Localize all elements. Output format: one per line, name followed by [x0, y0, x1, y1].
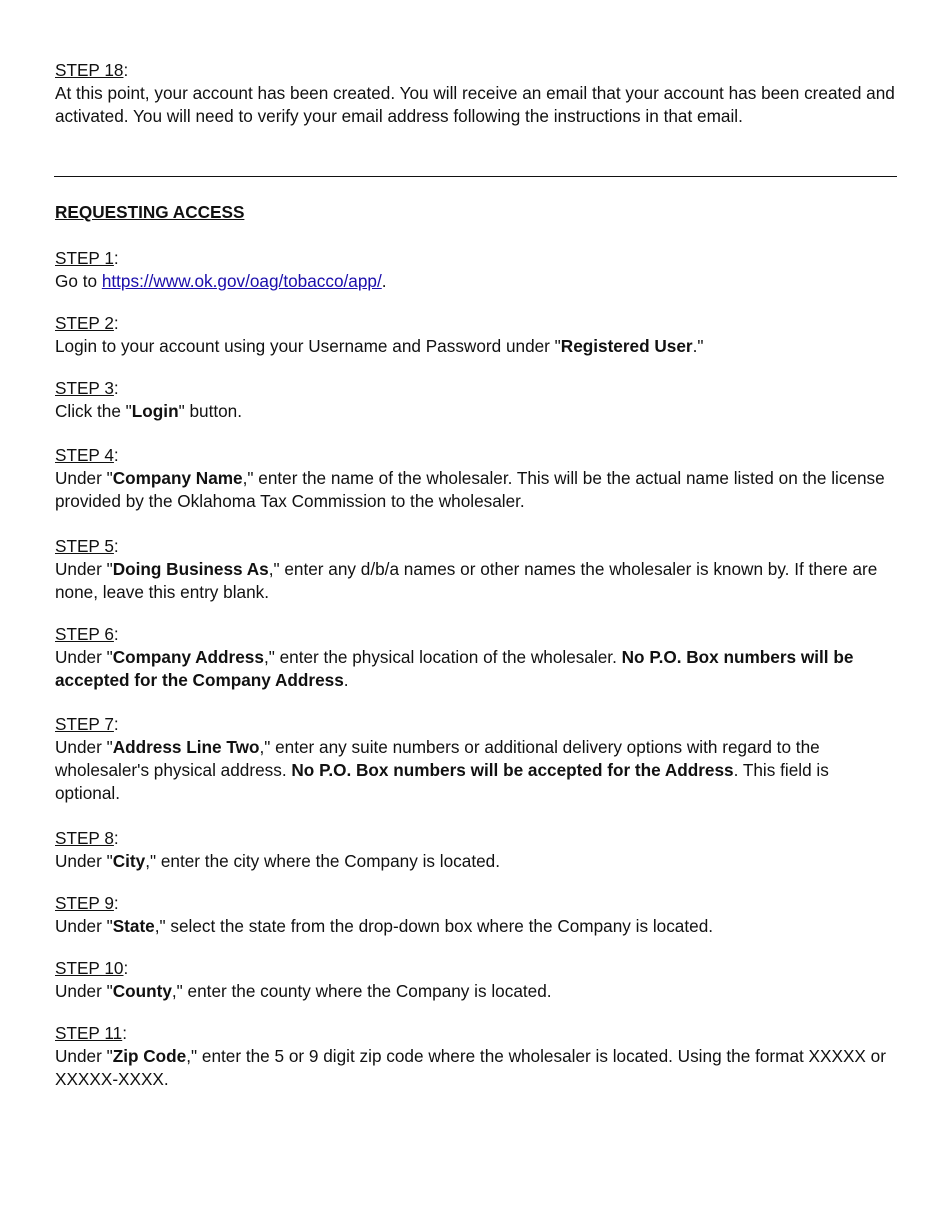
- field-name: Doing Business As: [112, 559, 269, 579]
- step-1: STEP 1: Go to https://www.ok.gov/oag/tobacco/app/.: [55, 248, 387, 291]
- tobacco-app-link[interactable]: https://www.ok.gov/oag/tobacco/app/: [101, 271, 382, 291]
- step-label: STEP 9: [55, 893, 114, 913]
- step-11: STEP 11: Under "Zip Code," enter the 5 or 9 digit zip code where the wholesaler is located. Using the format XXXXX or XXXXX-XXXX.: [55, 1023, 886, 1089]
- step-text: Under ": [55, 851, 113, 871]
- step-label: STEP 1: [55, 248, 114, 268]
- field-name: Registered User: [560, 336, 693, 356]
- step-text: Under ": [55, 981, 113, 1001]
- step-text: Go to: [55, 271, 102, 291]
- step-text: Under ": [55, 916, 113, 936]
- warning-text: No P.O. Box numbers will be accepted for the Address: [291, 760, 734, 780]
- field-name: Address Line Two: [112, 737, 260, 757]
- step-text-end: ," enter the city where the Company is located.: [145, 851, 500, 871]
- step-text-end: " button.: [178, 401, 243, 421]
- field-name: Login: [131, 401, 179, 421]
- step-text: Under ": [55, 1046, 113, 1066]
- field-name: Company Address: [112, 647, 264, 667]
- step-label: STEP 11: [55, 1023, 123, 1043]
- field-name: County: [112, 981, 172, 1001]
- step-2: STEP 2: Login to your account using your Username and Password under "Registered User.": [55, 313, 704, 356]
- step-18: STEP 18: At this point, your account has been created. You will receive an email that your account has been created and activated. You will need to verify your email address following the instructions in that email.: [55, 60, 895, 126]
- step-text-end: ," enter the 5 or 9 digit zip code where the wholesaler is located. Using the format XXXXX or XXXXX-XXXX.: [55, 1046, 886, 1089]
- step-text-end: ," select the state from the drop-down box where the Company is located.: [154, 916, 714, 936]
- step-label: STEP 3: [55, 378, 114, 398]
- step-text: Under ": [55, 559, 113, 579]
- step-8: STEP 8: Under "City," enter the city where the Company is located.: [55, 828, 500, 871]
- step-label: STEP 2: [55, 313, 114, 333]
- step-text-end: ," enter the county where the Company is located.: [171, 981, 552, 1001]
- step-3: STEP 3: Click the "Login" button.: [55, 378, 243, 421]
- step-text: Click the ": [55, 401, 132, 421]
- step-label: STEP 7: [55, 714, 114, 734]
- step-text-end: ," enter any d/b/a names or other names the wholesaler is known by. If there are none, leave this entry blank.: [55, 559, 878, 602]
- step-text-end: .: [381, 271, 387, 291]
- warning-text: No P.O. Box numbers will be accepted for the Company Address: [55, 647, 854, 690]
- step-text-mid: ," enter any suite numbers or additional delivery options with regard to the wholesaler's physical address.: [55, 737, 820, 780]
- step-5: STEP 5: Under "Doing Business As," enter any d/b/a names or other names the wholesaler is known by. If there are none, leave this entry blank.: [55, 536, 878, 602]
- step-text: Login to your account using your Username and Password under ": [55, 336, 561, 356]
- step-text: Under ": [55, 647, 113, 667]
- step-text-mid: ," enter the physical location of the wholesaler.: [263, 647, 622, 667]
- step-6: STEP 6: Under "Company Address," enter the physical location of the wholesaler. No P.O. Box numbers will be accepted for the Company Address.: [55, 624, 854, 690]
- step-text: Under ": [55, 468, 113, 488]
- horizontal-divider: [54, 176, 897, 177]
- step-label: STEP 4: [55, 445, 114, 465]
- step-text-end: . This field is optional.: [55, 760, 829, 803]
- step-9: STEP 9: Under "State," select the state from the drop-down box where the Company is located.: [55, 893, 714, 936]
- step-text: At this point, your account has been created. You will receive an email that your account has been created and activated. You will need to verify your email address following the instructions in that email.: [55, 83, 895, 126]
- step-7: STEP 7: Under "Address Line Two," enter any suite numbers or additional delivery options with regard to the wholesaler's physical address. No P.O. Box numbers will be accepted for the Address. This field is optional.: [55, 714, 829, 803]
- section-title: REQUESTING ACCESS: [55, 202, 245, 222]
- field-name: Zip Code: [112, 1046, 187, 1066]
- step-text-end: ," enter the name of the wholesaler. This will be the actual name listed on the license provided by the Oklahoma Tax Commission to the wholesaler.: [55, 468, 885, 511]
- step-label: STEP 10: [55, 958, 124, 978]
- step-text-end: .": [692, 336, 704, 356]
- step-10: STEP 10: Under "County," enter the county where the Company is located.: [55, 958, 552, 1001]
- step-text: Under ": [55, 737, 113, 757]
- step-text-end: .: [343, 670, 349, 690]
- field-name: Company Name: [112, 468, 243, 488]
- field-name: State: [112, 916, 155, 936]
- step-label: STEP 8: [55, 828, 114, 848]
- step-label: STEP 5: [55, 536, 114, 556]
- step-label: STEP 6: [55, 624, 114, 644]
- step-4: STEP 4: Under "Company Name," enter the name of the wholesaler. This will be the actual name listed on the license provided by the Oklahoma Tax Commission to the wholesaler.: [55, 445, 885, 511]
- field-name: City: [112, 851, 146, 871]
- step-label: STEP 18: [55, 60, 124, 80]
